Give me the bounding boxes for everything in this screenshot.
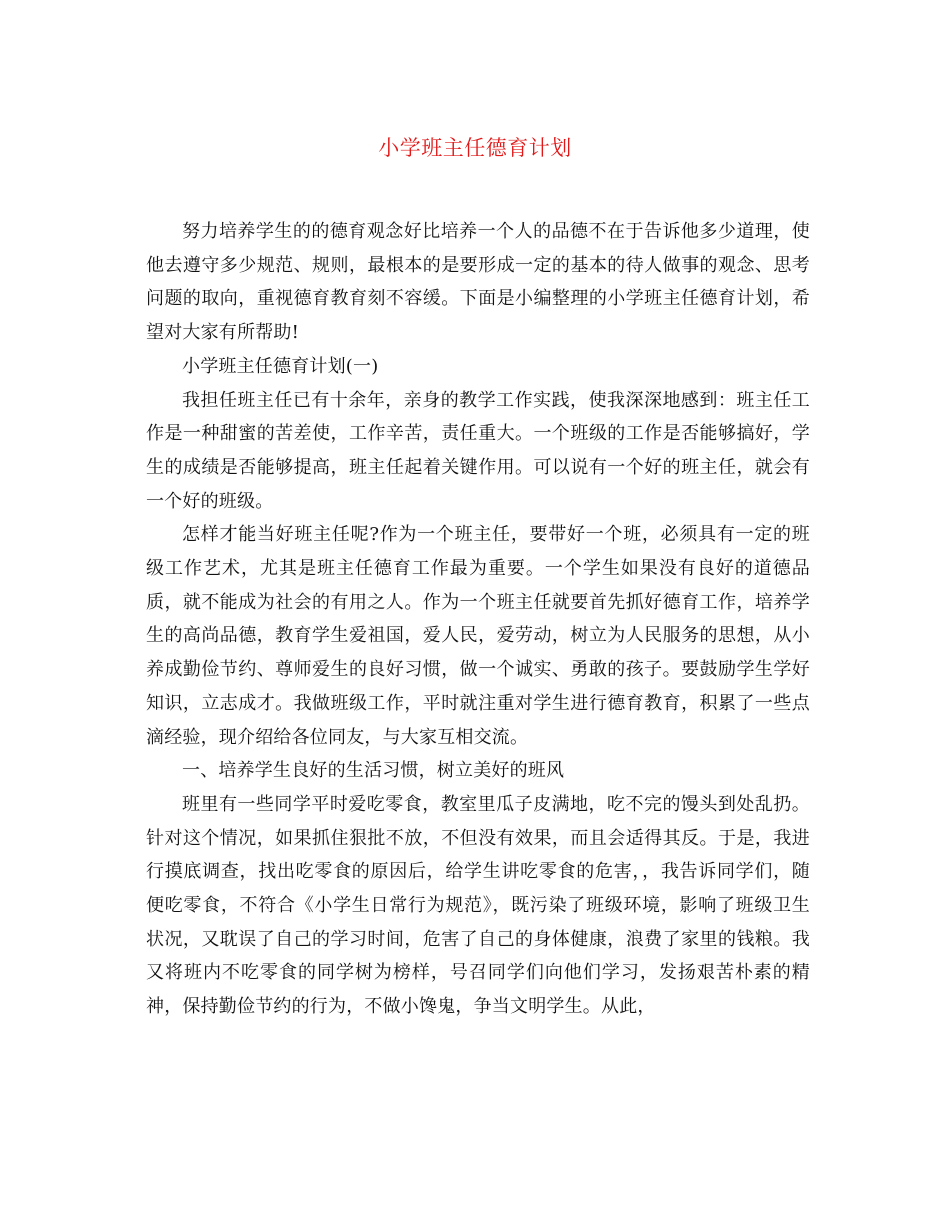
paragraph-intro: 努力培养学生的的德育观念好比培养一个人的品德不在于告诉他多少道理，使他去遵守多少规范、规则，最根本的是要形成一定的基本的待人做事的观念、思考问题的取向，重视德育教育刻不容缓。下面是小编整理的小学班主任德育计划，希望对大家有所帮助! [146,221,810,344]
document-title: 小学班主任德育计划 [378,136,572,160]
section-heading-plan-one: 小学班主任德育计划(一) [182,355,379,377]
paragraph-snacks: 班里有一些同学平时爱吃零食，教室里瓜子皮满地，吃不完的馒头到处乱扔。针对这个情况，如果抓住狠批不放，不但没有效果，而且会适得其反。于是，我进行摸底调查，找出吃零食的原因后，给学生讲吃零食的危害，，我告诉同学们，随便吃零食，不符合《小学生日常行为规范》，既污染了班级环境，影响了班级卫生状况，又耽误了自己的学习时间，危害了自己的身体健康，浪费了家里的钱粮。我又将班内不吃零食的同学树为榜样，号召同学们向他们学习，发扬艰苦朴素的精神，保持勤俭节约的行为，不做小馋鬼，争当文明学生。从此， [146,793,810,1018]
paragraph-how-to: 怎样才能当好班主任呢?作为一个班主任，要带好一个班，必须具有一定的班级工作艺术，尤其是班主任德育工作最为重要。一个学生如果没有良好的道德品质，就不能成为社会的有用之人。作为一个班主任就要首先抓好德育工作，培养学生的高尚品德，教育学生爱祖国，爱人民，爱劳动，树立为人民服务的思想，从小养成勤俭节约、尊师爱生的良好习惯，做一个诚实、勇敢的孩子。要鼓励学生学好知识，立志成才。我做班级工作，平时就注重对学生进行德育教育，积累了一些点滴经验，现介绍给各位同友，与大家互相交流。 [146,524,810,748]
document-body [146,215,810,1024]
paragraph-experience: 我担任班主任已有十余年，亲身的教学工作实践，使我深深地感到：班主任工作是一种甜蜜的苦差使，工作辛苦，责任重大。一个班级的工作是否能够搞好，学生的成绩是否能够提高，班主任起着关键作用。可以说有一个好的班主任，就会有一个好的班级。 [146,389,810,512]
section-heading-habits: 一、培养学生良好的生活习惯，树立美好的班风 [182,760,565,782]
